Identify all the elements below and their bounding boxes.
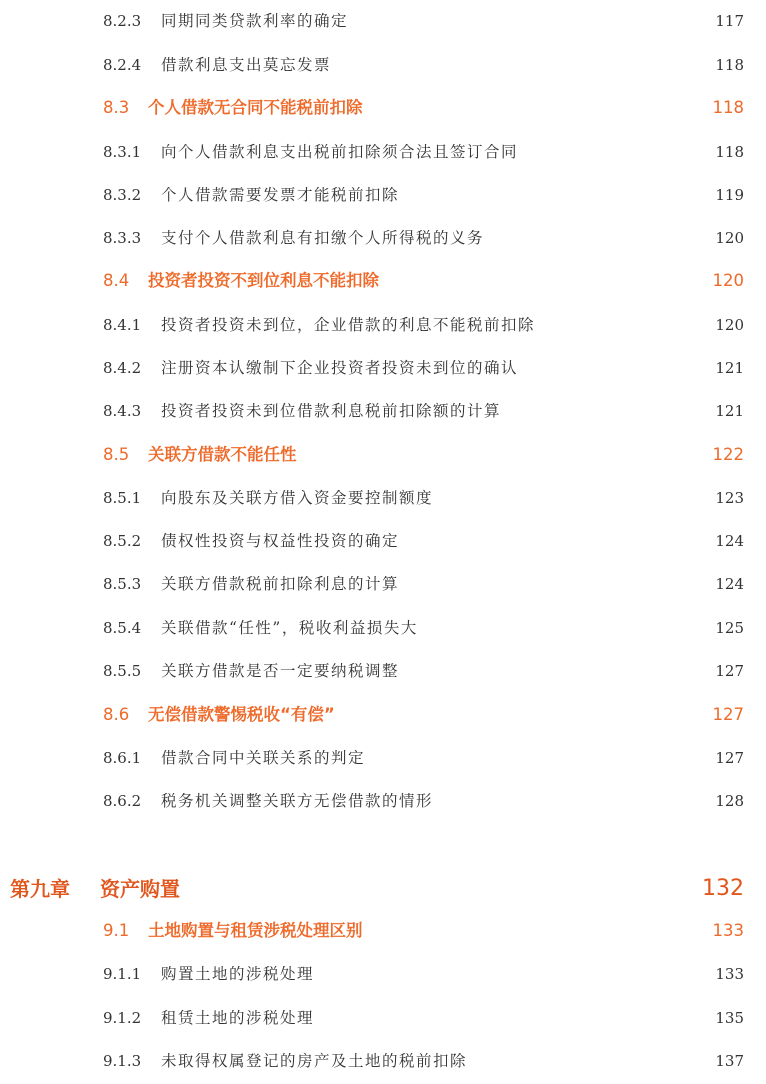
toc-entry-9-1-3[interactable]: [0, 1046, 766, 1076]
section-number: 8.5: [103, 445, 130, 464]
entry-number: 8.3.1: [103, 143, 142, 161]
toc-section-8-5[interactable]: [0, 440, 766, 470]
section-title: 投资者投资不到位利息不能扣除: [148, 271, 379, 290]
chapter-title: 资产购置: [100, 877, 180, 901]
toc-entry-8-2-3[interactable]: [0, 6, 766, 36]
toc-entry-8-5-2[interactable]: [0, 526, 766, 556]
entry-title: 个人借款需要发票才能税前扣除: [161, 186, 400, 204]
entry-page: 118: [715, 143, 744, 161]
toc-entry-8-2-4[interactable]: [0, 50, 766, 80]
section-title: 土地购置与租赁涉税处理区别: [148, 921, 363, 940]
toc-section-8-6[interactable]: [0, 700, 766, 730]
entry-number: 8.6.1: [103, 749, 142, 767]
entry-title: 税务机关调整关联方无偿借款的情形: [161, 792, 434, 810]
entry-number: 8.2.4: [103, 56, 142, 74]
toc-entry-8-3-3[interactable]: [0, 223, 766, 253]
entry-page: 135: [715, 1009, 744, 1027]
toc-entry-8-4-1[interactable]: [0, 310, 766, 340]
entry-number: 8.4.1: [103, 316, 142, 334]
entry-page: 119: [715, 186, 744, 204]
section-number: 8.4: [103, 271, 130, 290]
section-page: 127: [712, 705, 744, 724]
entry-title: 同期同类贷款利率的确定: [161, 12, 349, 30]
entry-page: 133: [715, 965, 744, 983]
entry-number: 8.5.2: [103, 532, 142, 550]
toc-entry-8-4-2[interactable]: [0, 353, 766, 383]
section-number: 8.3: [103, 98, 130, 117]
entry-page: 117: [715, 12, 744, 30]
entry-page: 121: [715, 402, 744, 420]
entry-title: 投资者投资未到位借款利息税前扣除额的计算: [161, 402, 502, 420]
entry-title: 支付个人借款利息有扣缴个人所得税的义务: [161, 229, 485, 247]
entry-number: 8.6.2: [103, 792, 142, 810]
chapter-number: 第九章: [10, 877, 70, 901]
entry-page: 127: [715, 662, 744, 680]
entry-number: 8.5.3: [103, 575, 142, 593]
entry-number: 8.5.1: [103, 489, 142, 507]
entry-page: 127: [715, 749, 744, 767]
toc-entry-8-3-2[interactable]: [0, 180, 766, 210]
toc-section-9-1[interactable]: [0, 916, 766, 946]
entry-page: 121: [715, 359, 744, 377]
entry-number: 8.5.5: [103, 662, 142, 680]
toc-entry-8-5-1[interactable]: [0, 483, 766, 513]
entry-title: 向股东及关联方借入资金要控制额度: [161, 489, 434, 507]
section-page: 133: [712, 921, 744, 940]
entry-number: 8.2.3: [103, 12, 142, 30]
entry-title: 关联方借款税前扣除利息的计算: [161, 575, 400, 593]
section-page: 120: [712, 271, 744, 290]
entry-page: 124: [715, 575, 744, 593]
entry-number: 8.4.3: [103, 402, 142, 420]
toc-entry-9-1-1[interactable]: [0, 959, 766, 989]
entry-page: 128: [715, 792, 744, 810]
entry-title: 借款合同中关联关系的判定: [161, 749, 366, 767]
entry-page: 120: [715, 229, 744, 247]
entry-title: 购置土地的涉税处理: [161, 965, 315, 983]
section-number: 8.6: [103, 705, 130, 724]
entry-title: 租赁土地的涉税处理: [161, 1009, 315, 1027]
toc-entry-9-1-2[interactable]: [0, 1003, 766, 1033]
entry-title: 债权性投资与权益性投资的确定: [161, 532, 400, 550]
toc-section-8-3[interactable]: [0, 93, 766, 123]
toc-chapter-9[interactable]: [0, 871, 766, 907]
entry-number: 9.1.1: [103, 965, 142, 983]
section-number: 9.1: [103, 921, 130, 940]
section-title: 个人借款无合同不能税前扣除: [148, 98, 363, 117]
toc-entry-8-5-4[interactable]: [0, 613, 766, 643]
toc-entry-8-4-3[interactable]: [0, 396, 766, 426]
section-page: 118: [712, 98, 744, 117]
entry-page: 125: [715, 619, 744, 637]
entry-number: 8.3.2: [103, 186, 142, 204]
entry-page: 123: [715, 489, 744, 507]
toc-entry-8-3-1[interactable]: [0, 137, 766, 167]
entry-title: 投资者投资未到位，企业借款的利息不能税前扣除: [161, 316, 536, 334]
entry-number: 8.3.3: [103, 229, 142, 247]
toc-section-8-4[interactable]: [0, 266, 766, 296]
toc-entry-8-6-2[interactable]: [0, 786, 766, 816]
entry-title: 关联方借款是否一定要纳税调整: [161, 662, 400, 680]
entry-number: 9.1.3: [103, 1052, 142, 1070]
entry-title: 注册资本认缴制下企业投资者投资未到位的确认: [161, 359, 519, 377]
entry-number: 9.1.2: [103, 1009, 142, 1027]
entry-page: 137: [715, 1052, 744, 1070]
section-title: 无偿借款警惕税收“有偿”: [148, 705, 335, 724]
entry-title: 向个人借款利息支出税前扣除须合法且签订合同: [161, 143, 519, 161]
entry-title: 关联借款“任性”，税收利益损失大: [161, 619, 418, 637]
toc-entry-8-6-1[interactable]: [0, 743, 766, 773]
toc-entry-8-5-3[interactable]: [0, 569, 766, 599]
toc-entry-8-5-5[interactable]: [0, 656, 766, 686]
entry-page: 118: [715, 56, 744, 74]
chapter-page: 132: [702, 876, 744, 901]
section-page: 122: [712, 445, 744, 464]
entry-page: 124: [715, 532, 744, 550]
entry-title: 未取得权属登记的房产及土地的税前扣除: [161, 1052, 468, 1070]
entry-page: 120: [715, 316, 744, 334]
section-title: 关联方借款不能任性: [148, 445, 297, 464]
entry-number: 8.4.2: [103, 359, 142, 377]
entry-title: 借款利息支出莫忘发票: [161, 56, 332, 74]
entry-number: 8.5.4: [103, 619, 142, 637]
